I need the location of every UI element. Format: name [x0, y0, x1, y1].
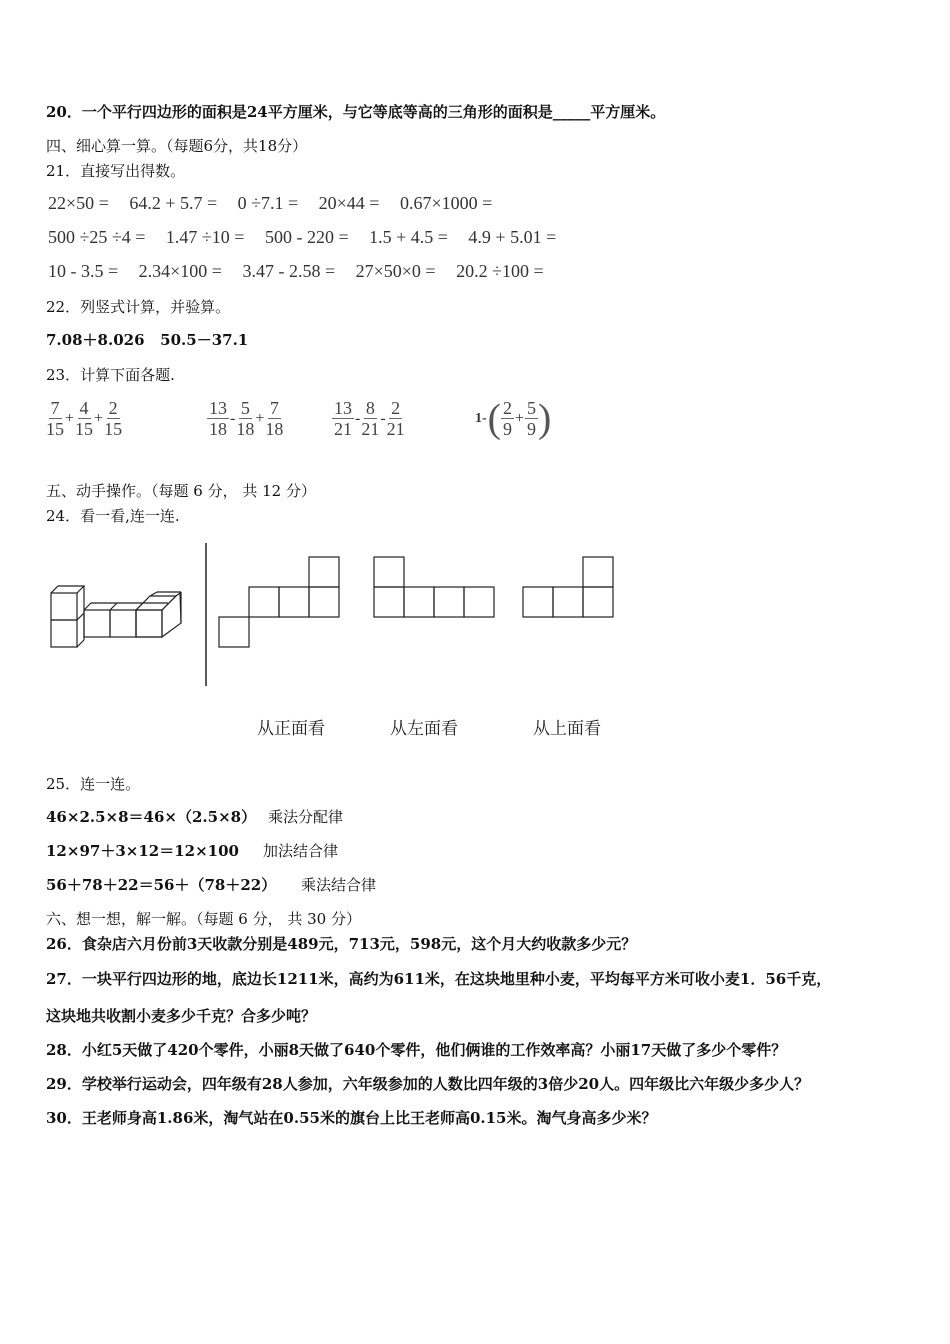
q21-row-3 — [48, 261, 560, 282]
front-view-grid — [219, 557, 339, 647]
q22-expressions: 7.08＋8.026 50.5－37.1 — [46, 331, 249, 349]
q23-expr-2: $\frac{13}{18}$ - $\frac{5}{18}$ + $\frac{7}{18}$ — [209, 398, 284, 439]
q21-item: 500 ÷25 ÷4 = — [48, 227, 146, 247]
q21-row-2 — [48, 227, 572, 248]
top-view-grid — [523, 557, 613, 617]
fraction: $\frac{4}{15}$ — [75, 398, 94, 439]
q21-item: 27×50×0 = — [355, 261, 436, 281]
q25-law: 乘法结合律 — [301, 876, 377, 894]
question-24: 24．看一看,连一连. — [46, 507, 180, 525]
question-28: 28．小红5天做了420个零件，小丽8天做了640个零件，他们俩谁的工作效率高？小丽17天做了多少个零件？ — [46, 1041, 787, 1059]
fraction: $\frac{5}{9}$ — [527, 398, 537, 439]
q21-item: 20×44 = — [318, 193, 380, 213]
q21-item: 0 ÷7.1 = — [237, 193, 299, 213]
q21-item: 500 - 220 = — [264, 227, 349, 247]
fraction: $\frac{2}{21}$ — [386, 398, 405, 439]
q21-item: 4.9 + 5.01 = — [468, 227, 557, 247]
q25-expression: 56＋78＋22＝56＋（78＋22） — [46, 876, 277, 894]
cube-solid-figure — [51, 586, 181, 647]
q24-figures — [40, 538, 640, 693]
q25-expression: 12×97＋3×12＝12×100 — [46, 842, 239, 860]
question-20: 20．一个平行四边形的面积是24平方厘米，与它等底等高的三角形的面积是_____平方厘米。 — [46, 103, 666, 121]
q21-item: 3.47 - 2.58 = — [242, 261, 336, 281]
q21-item: 10 - 3.5 = — [48, 261, 119, 281]
view-label-left: 从左面看 — [390, 719, 458, 738]
view-label-top: 从上面看 — [533, 719, 601, 738]
q23-expr-1: $\frac{7}{15}$ + $\frac{4}{15}$ + $\frac{2}{15}$ — [46, 398, 123, 439]
question-23: 23．计算下面各题. — [46, 366, 175, 384]
fraction: $\frac{2}{9}$ — [503, 398, 512, 439]
q21-item: 20.2 ÷100 = — [456, 261, 544, 281]
q21-item: 0.67×1000 = — [399, 193, 493, 213]
fraction: $\frac{13}{21}$ — [334, 398, 352, 439]
fraction: $\frac{7}{18}$ — [265, 398, 284, 439]
q21-item: 64.2 + 5.7 = — [129, 193, 218, 213]
q21-item: 1.47 ÷10 = — [165, 227, 245, 247]
question-21: 21．直接写出得数。 — [46, 162, 186, 180]
section-4-heading: 四、细心算一算。（每题6分，共18分） — [46, 137, 308, 155]
fraction: $\frac{2}{15}$ — [104, 398, 123, 439]
question-27-line-2: 这块地共收割小麦多少千克？合多少吨？ — [46, 1007, 317, 1025]
q21-row-1 — [48, 193, 508, 214]
q25-expression: 46×2.5×8＝46×（2.5×8） — [46, 808, 257, 826]
question-22: 22．列竖式计算，并验算。 — [46, 298, 231, 316]
section-5-heading: 五、动手操作。（每题 6 分， 共 12 分） — [46, 482, 316, 500]
question-30: 30．王老师身高1.86米，淘气站在0.55米的旗台上比王老师高0.15米。淘气身高多少米？ — [46, 1109, 657, 1127]
fraction: $\frac{13}{18}$ — [209, 398, 227, 439]
view-label-front: 从正面看 — [257, 719, 325, 738]
question-27-line-1: 27．一块平行四边形的地，底边长1211米，高约为611米，在这块地里种小麦，平均每平方米可收小麦1．56千克， — [46, 970, 832, 988]
fraction: $\frac{8}{21}$ — [361, 398, 380, 439]
q21-item: 22×50 = — [48, 193, 109, 213]
q25-law: 加法结合律 — [263, 842, 339, 860]
left-view-grid — [374, 557, 494, 617]
q23-expr-3: $\frac{13}{21}$ - $\frac{8}{21}$ - $\frac{2}{21}$ — [334, 398, 405, 439]
question-29: 29．学校举行运动会，四年级有28人参加，六年级参加的人数比四年级的3倍少20人。四年级比六年级少多少人？ — [46, 1075, 810, 1093]
question-25: 25．连一连。 — [46, 775, 141, 793]
fraction: $\frac{7}{15}$ — [46, 398, 64, 439]
q25-law: 乘法分配律 — [268, 808, 344, 826]
fraction: $\frac{5}{18}$ — [236, 398, 255, 439]
q21-item: 2.34×100 = — [138, 261, 222, 281]
question-26: 26．食杂店六月份前3天收款分别是489元，713元，598元，这个月大约收款多少元？ — [46, 935, 637, 953]
q23-expr-4: 1-( $\frac{2}{9}$ + $\frac{5}{9}$ ) — [475, 395, 552, 441]
q21-item: 1.5 + 4.5 = — [369, 227, 448, 247]
section-6-heading: 六、想一想，解一解。（每题 6 分， 共 30 分） — [46, 910, 361, 928]
